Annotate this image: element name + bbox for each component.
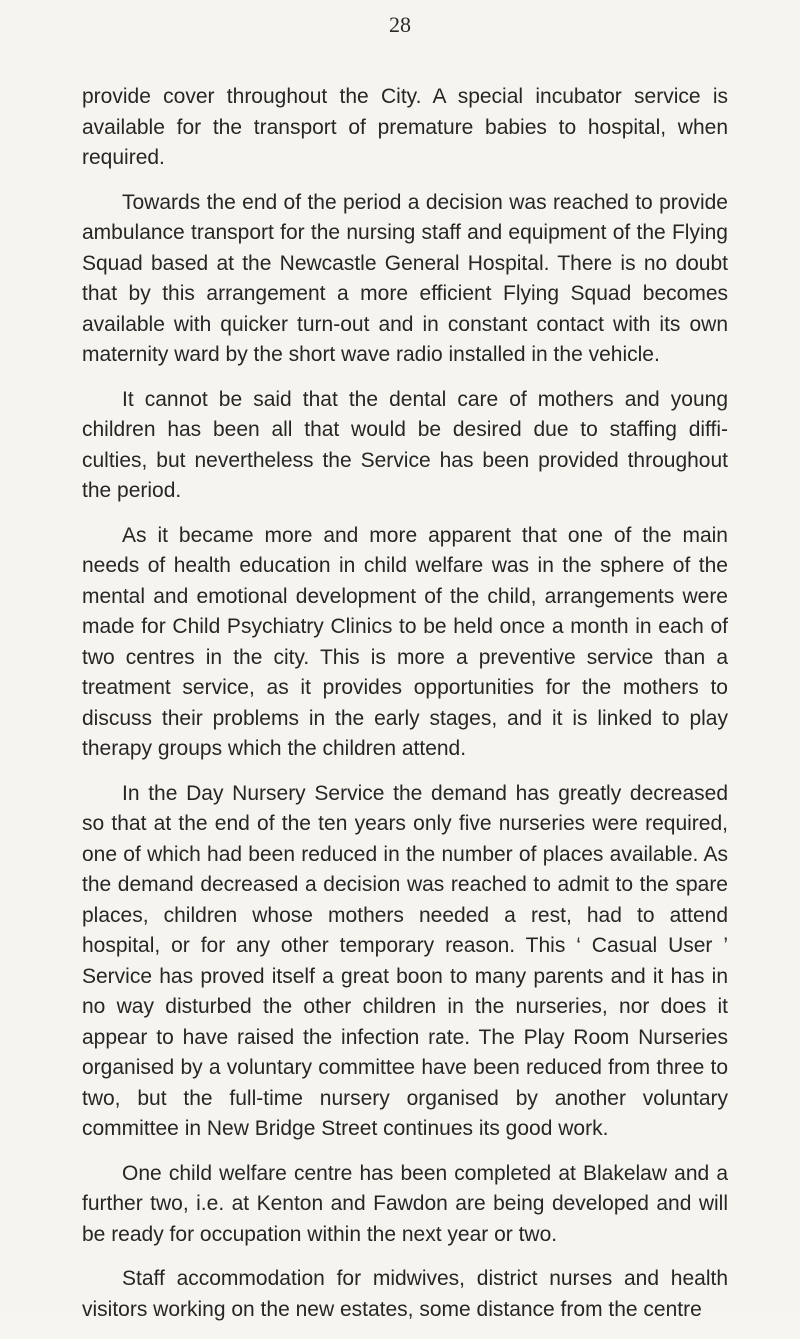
paragraph-incubator-service: provide cover throughout the City. A special incubator service is available for the transport of premature babies to hospital, when required. — [82, 85, 728, 169]
paragraph-dental-care: It cannot be said that the dental care of mothers and young children has been all that would be desired due to staffing diffi- culties, but nevertheless the Service has been provided throughout the period. — [82, 387, 728, 502]
body-text — [82, 82, 728, 1339]
paragraph-staff-accommodation: Staff accommodation for midwives, district nurses and health visitors working on the new estates, some distance from the centre — [82, 1267, 728, 1321]
paragraph-flying-squad: Towards the end of the period a decision was reached to provide ambulance transport for the nursing staff and equipment of the Flying Squad based at the Newcastle General Hospital. There is no doubt that by this arrangement a more efficient Flying Squad becomes available with quicker turn-out and in constant contact with its own maternity ward by the short wave radio installed in the vehicle. — [82, 190, 728, 366]
paragraph-child-welfare-centre: One child welfare centre has been completed at Blakelaw and a further two, i.e. at Kenton and Fawdon are being developed and will be ready for occupation within the next year or two. — [82, 1161, 728, 1246]
page-number: 28 — [389, 12, 411, 37]
paragraph-child-psychiatry: As it became more and more apparent that one of the main needs of health education in child welfare was in the sphere of the mental and emotional development of the child, arrangements were made for Child Psychiatry Clinics to be held once a month in each of two centres in the city. This is more a preventive service than a treatment service, as it provides opportunities for the mothers to discuss their problems in the early stages, and it is linked to play therapy groups which the children attend. — [82, 523, 728, 760]
paragraph-day-nursery: In the Day Nursery Service the demand has greatly decreased so that at the end of the ten years only five nurseries were required, one of which had been reduced in the number of places available. As the demand decreased a decision was reached to admit to the spare places, children whose mothers needed a rest, had to attend hospital, or for any other temporary reason. This ‘ Casual User ’ Service has proved itself a great boon to many parents and it has in no way disturbed the other children in the nurseries, nor does it appear to have raised the infection rate. The Play Room Nurseries organised by a voluntary committee have been reduced from three to two, but the full-time nursery organised by another voluntary committee in New Bridge Street continues its good work. — [82, 781, 728, 1140]
